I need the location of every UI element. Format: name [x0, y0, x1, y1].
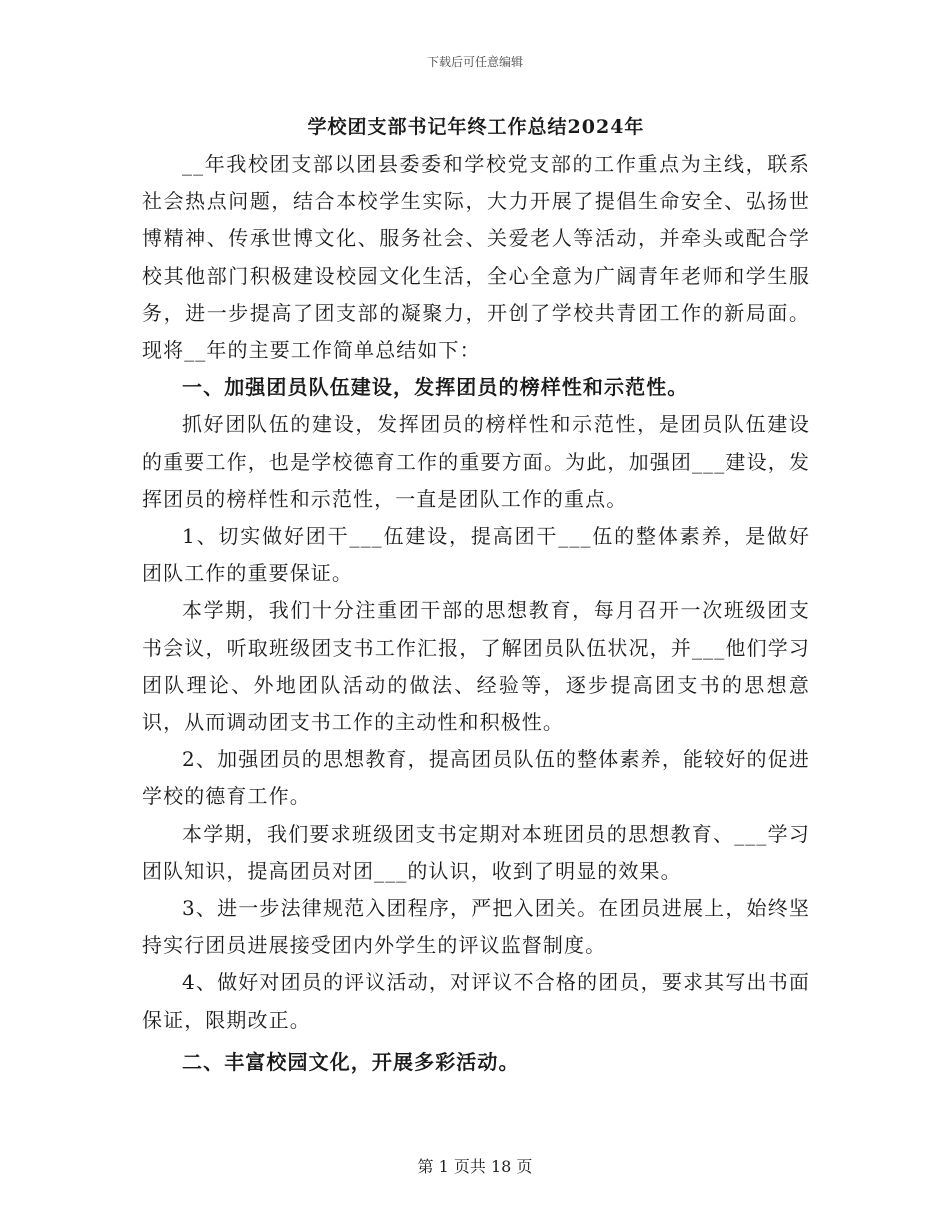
document-body: [142, 112, 810, 1081]
item-1-paragraph: 1、切实做好团干___伍建设，提高团干___伍的整体素养，是做好团队工作的重要保证。: [142, 524, 810, 586]
page-number: 第 1 页共 18 页: [417, 1157, 533, 1176]
item-1-detail-paragraph: 本学期，我们十分注重团干部的思想教育，每月召开一次班级团支书会议，听取班级团支书工作汇报，了解团员队伍状况，并___他们学习团队理论、外地团队活动的做法、经验等，逐步提高团支书的思想意识，从而调动团支书工作的主动性和积极性。: [142, 598, 810, 735]
document-title: 学校团支部书记年终工作总结2024年: [307, 116, 645, 138]
item-2-detail-paragraph: 本学期，我们要求班级团支书定期对本班团员的思想教育、___学习团队知识，提高团员对团___的认识，收到了明显的效果。: [142, 821, 810, 883]
intro-paragraph: __年我校团支部以团县委委和学校党支部的工作重点为主线，联系社会热点问题，结合本校学生实际，大力开展了提倡生命安全、弘扬世博精神、传承世博文化、服务社会、关爱老人等活动，并牵头或配合学校其他部门积极建设校园文化生活，全心全意为广阔青年老师和学生服务，进一步提高了团支部的凝聚力，开创了学校共青团工作的新局面。现将__年的主要工作简单总结如下：: [142, 152, 810, 363]
section-1-paragraph: 抓好团队伍的建设，发挥团员的榜样性和示范性，是团员队伍建设的重要工作，也是学校德育工作的重要方面。为此，加强团___建设，发挥团员的榜样性和示范性，一直是团队工作的重点。: [142, 412, 810, 511]
item-3-paragraph: 3、进一步法律规范入团程序，严把入团关。在团员进展上，始终坚持实行团员进展接受团内外学生的评议监督制度。: [142, 896, 810, 958]
item-4-paragraph: 4、做好对团员的评议活动，对评议不合格的团员，要求其写出书面保证，限期改正。: [142, 970, 810, 1032]
header-note: 下载后可任意编辑: [426, 55, 523, 69]
item-2-paragraph: 2、加强团员的思想教育，提高团员队伍的整体素养，能较好的促进学校的德育工作。: [142, 747, 810, 809]
section-heading-2: 二、丰富校园文化，开展多彩活动。: [182, 1049, 520, 1074]
section-heading-1: 一、加强团员队伍建设，发挥团员的榜样性和示范性。: [182, 375, 689, 400]
